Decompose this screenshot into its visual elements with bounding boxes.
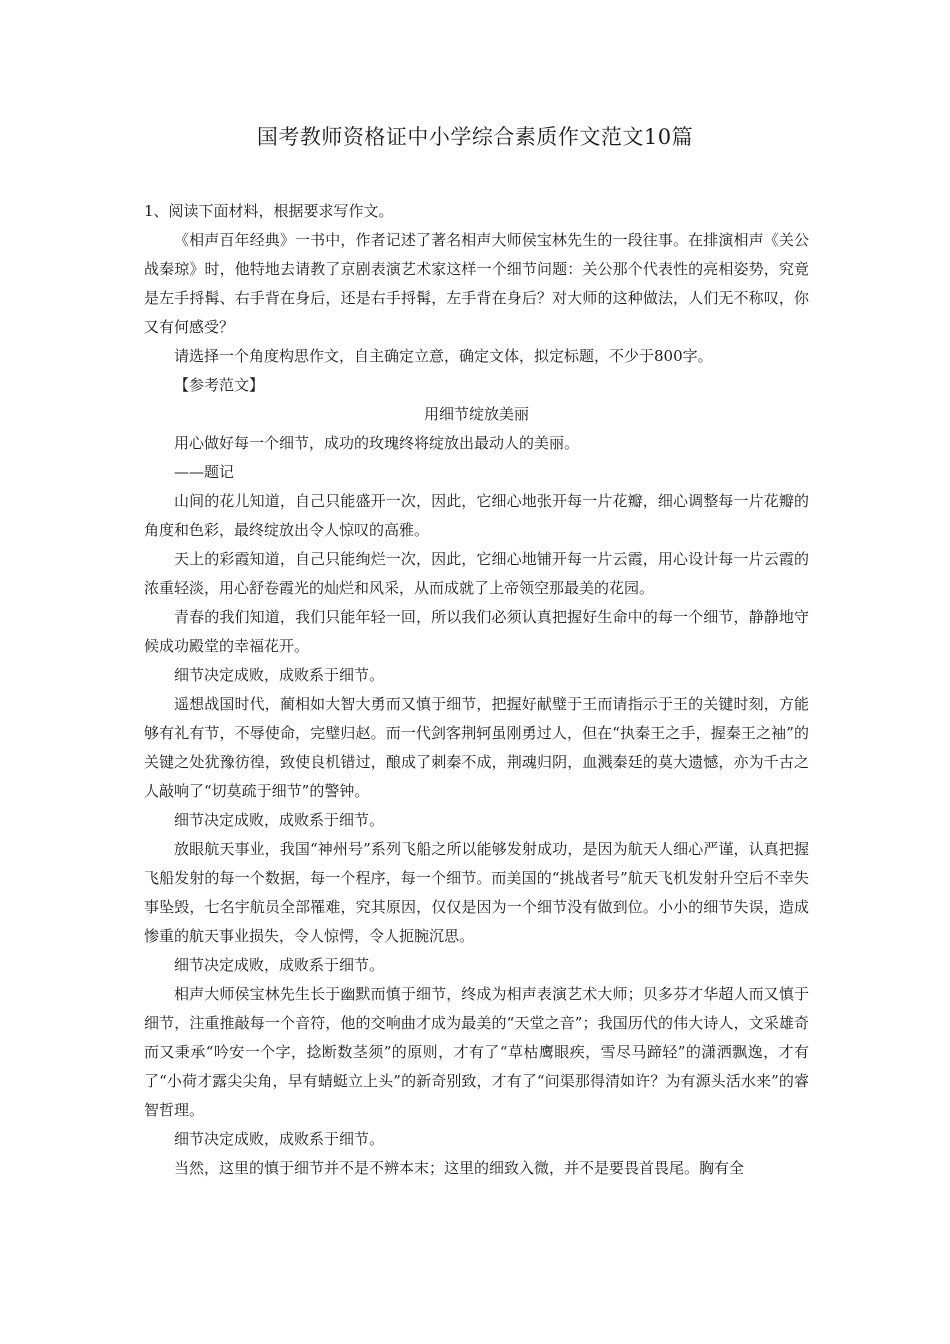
essay-paragraph: 山间的花儿知道，自己只能盛开一次，因此，它细心地张开每一片花瓣，细心调整每一片花瓣的角度和色彩，最终绽放出令人惊叹的高雅。 (144, 492, 809, 539)
essay-paragraph: 青春的我们知道，我们只能年轻一回，所以我们必须认真把握好生命中的每一个细节，静静地守候成功殿堂的幸福花开。 (144, 608, 809, 655)
essay-refrain: 细节决定成败，成败系于细节。 (174, 956, 385, 974)
essay-refrain: 细节决定成败，成败系于细节。 (174, 666, 385, 684)
essay-refrain: 细节决定成败，成败系于细节。 (174, 811, 385, 829)
material-paragraph: 《相声百年经典》一书中，作者记述了著名相声大师侯宝林先生的一段往事。在排演相声《关公战秦琼》时，他特地去请教了京剧表演艺术家这样一个细节问题：关公那个代表性的亮相姿势，究竟是左手捋髯、右手背在身后，还是右手捋髯，左手背在身后？对大师的这种做法，人们无不称叹，你又有何感受？ (144, 231, 809, 336)
essay-paragraph: 放眼航天事业，我国“神州号”系列飞船之所以能够发射成功，是因为航天人细心严谨，认真把握飞船发射的每一个数据，每一个程序，每一个细节。而美国的“挑战者号”航天飞机发射升空后不幸失事坠毁，七名宇航员全部罹难，究其原因，仅仅是因为一个细节没有做到位。小小的细节失误，造成惨重的航天事业损失，令人惊愕，令人扼腕沉思。 (144, 840, 809, 945)
essay-paragraph: 当然，这里的慎于细节并不是不辨本末；这里的细致入微，并不是要畏首畏尾。胸有全 (174, 1159, 745, 1177)
essay-paragraph: 遥想战国时代，蔺相如大智大勇而又慎于细节，把握好献璧于王而请指示于王的关键时刻，方能够有礼有节，不辱使命，完璧归赵。而一代剑客荆轲虽刚勇过人，但在“执秦王之手，握秦王之袖”的关键之处犹豫彷徨，致使良机错过，酿成了刺秦不成，荆魂归阴，血溅秦廷的莫大遗憾，亦为千古之人敲响了“切莫疏于细节”的警钟。 (144, 695, 809, 800)
essay-paragraph: 天上的彩霞知道，自己只能绚烂一次，因此，它细心地铺开每一片云霞，用心设计每一片云霞的浓重轻淡，用心舒卷霞光的灿烂和风采，从而成就了上帝领空那最美的花园。 (144, 550, 809, 597)
requirement-paragraph: 请选择一个角度构思作文，自主确定立意，确定文体，拟定标题，不少于800字。 (174, 347, 713, 365)
epigraph-note: ——题记 (174, 463, 235, 481)
essay-title: 用细节绽放美丽 (423, 405, 529, 423)
essay-paragraph: 相声大师侯宝林先生长于幽默而慎于细节，终成为相声表演艺术大师；贝多芬才华超人而又慎于细节，注重推敲每一个音符，他的交响曲才成为最美的“天堂之音”；我国历代的伟大诗人，文采雄奇而又秉承“吟安一个字，捻断数茎须”的原则，才有了“草枯鹰眼疾，雪尽马蹄轻”的潇洒飘逸，才有了“小荷才露尖尖角，早有蜻蜓立上头”的新奇别致，才有了“问渠那得清如许？为有源头活水来”的睿智哲理。 (144, 985, 809, 1119)
document-title: 国考教师资格证中小学综合素质作文范文10篇 (256, 125, 694, 149)
essay-refrain: 细节决定成败，成败系于细节。 (174, 1130, 385, 1148)
question-heading: 1、阅读下面材料，根据要求写作文。 (144, 202, 394, 220)
epigraph: 用心做好每一个细节，成功的玫瑰终将绽放出最动人的美丽。 (174, 434, 580, 452)
document-body (144, 197, 809, 1183)
reference-label: 【参考范文】 (174, 376, 265, 394)
